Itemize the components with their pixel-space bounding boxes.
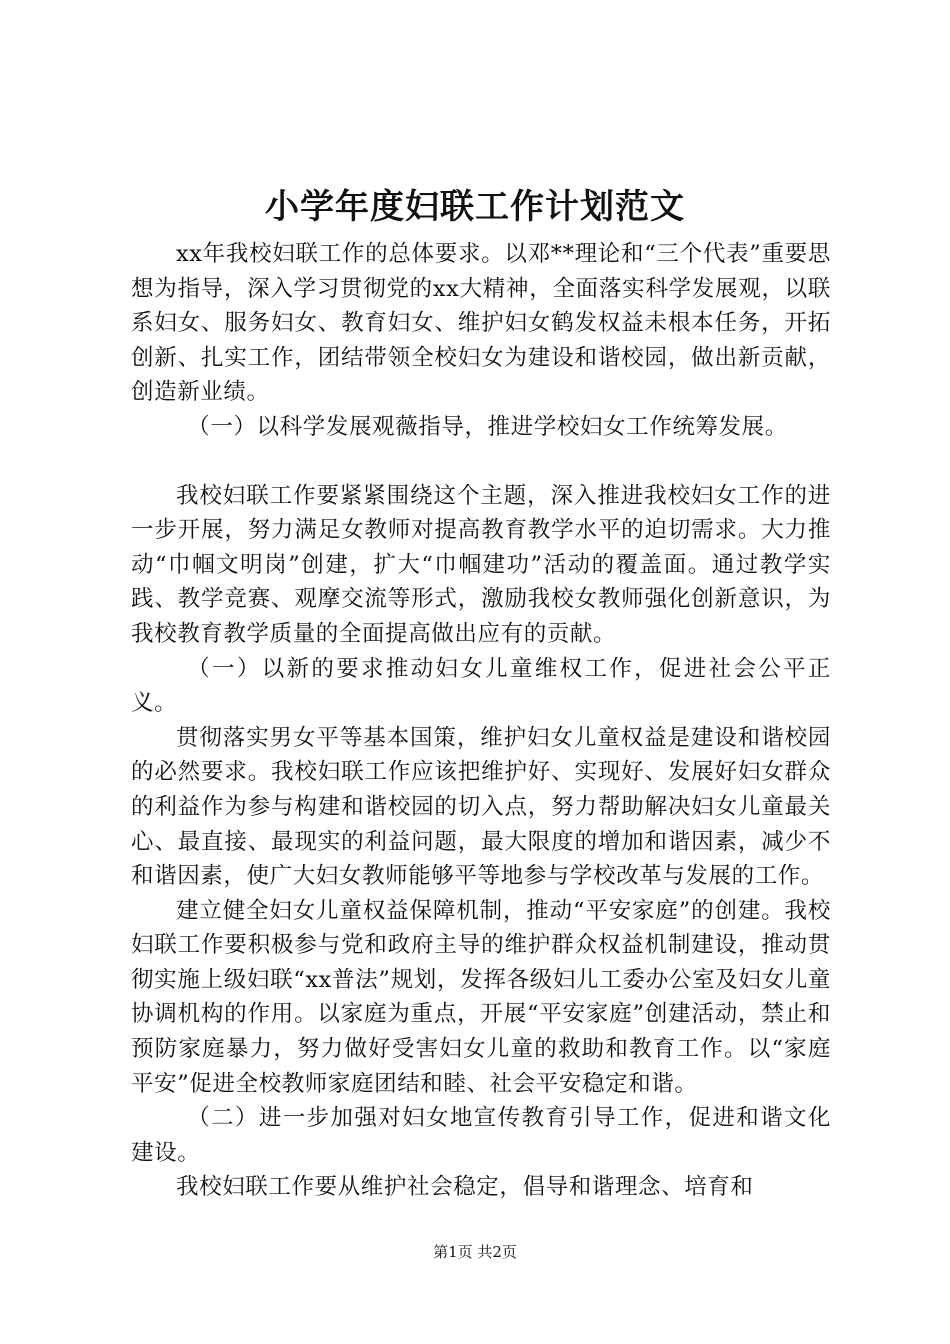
paragraph-women-work: 我校妇联工作要紧紧围绕这个主题，深入推进我校妇女工作的进一步开展，努力满足女教师对提高教育教学水平的迫切需求。大力推动“巾帼文明岗”创建，扩大“巾帼建功”活动的覆盖面。通过教学实践、教学竞赛、观摩交流等形式，激励我校女教师强化创新意识，为我校教育教学质量的全面提高做出应有的贡献。 — [131, 482, 831, 647]
section-heading-3: （二）进一步加强对妇女地宣传教育引导工作，促进和谐文化建设。 — [131, 1105, 831, 1166]
document-title: 小学年度妇联工作计划范文 — [265, 187, 685, 227]
paragraph-equality: 贯彻落实男女平等基本国策，维护妇女儿童权益是建设和谐校园的必然要求。我校妇联工作应该把维护好、实现好、发展好妇女群众的利益作为参与构建和谐校园的切入点，努力帮助解决妇女儿童最关心、最直接、最现实的利益问题，最大限度的增加和谐因素，减少不和谐因素，使广大妇女教师能够平等地参与学校改革与发展的工作。 — [131, 724, 831, 890]
page-number-footer: 第1页 共2页 — [433, 1243, 517, 1261]
section-heading-2: （一）以新的要求推动妇女儿童维权工作，促进社会公平正义。 — [131, 655, 831, 717]
paragraph-intro: xx年我校妇联工作的总体要求。以邓**理论和“三个代表”重要思想为指导，深入学习贯彻党的xx大精神，全面落实科学发展观，以联系妇女、服务妇女、教育妇女、维护妇女鹤发权益未根本任务，开拓创新、扎实工作，团结带领全校妇女为建设和谐校园，做出新贡献，创造新业绩。 — [131, 241, 831, 406]
paragraph-culture: 我校妇联工作要从维护社会稳定，倡导和谐理念、培育和 — [176, 1174, 754, 1201]
document-body — [131, 237, 831, 1205]
section-heading-1: （一）以科学发展观薇指导，推进学校妇女工作统筹发展。 — [187, 413, 788, 440]
paragraph-safe-family: 建立健全妇女儿童权益保障机制，推动“平安家庭”的创建。我校妇联工作要积极参与党和政府主导的维护群众权益机制建设，推动贯彻实施上级妇联“xx普法”规划，发挥各级妇儿工委办公室及妇女儿童协调机构的作用。以家庭为重点，开展“平安家庭”创建活动，禁止和预防家庭暴力，努力做好受害妇女儿童的救助和教育工作。以“家庭平安”促进全校教师家庭团结和睦、社会平安稳定和谐。 — [131, 897, 831, 1097]
